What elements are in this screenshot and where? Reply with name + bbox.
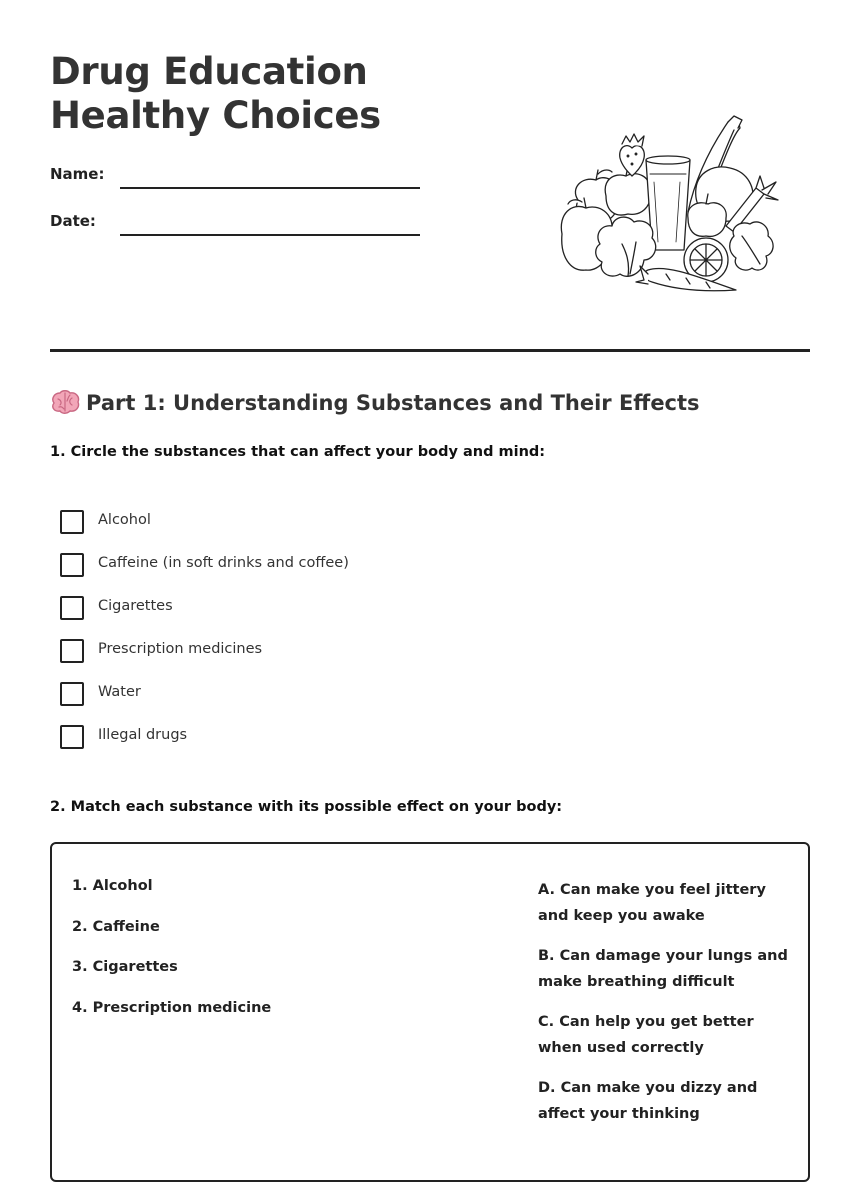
list-item: D. Can make you dizzy and affect your thinking [538,1080,758,1122]
list-item [60,639,349,682]
brain-icon [50,389,80,415]
list-item: 4. Prescription medicine [72,999,272,1016]
date-field[interactable] [120,234,420,236]
list-item: 3. Cigarettes [72,959,178,975]
substance-checklist [60,510,349,768]
list-item: 1. Alcohol [72,878,153,894]
part1-heading [50,389,700,415]
list-item: C. Can help you get better when used correctly [538,1014,754,1056]
effect-list [538,878,794,1142]
checkbox-prescription-medicines[interactable] [60,639,84,663]
option-label: Alcohol [98,512,151,528]
list-item [60,725,349,768]
option-label: Illegal drugs [98,727,188,743]
name-field[interactable] [120,187,420,189]
checkbox-cigarettes[interactable] [60,596,84,620]
list-item: B. Can damage your lungs and make breathing difficult [538,948,788,990]
list-item [60,553,349,596]
substance-list [72,878,271,1040]
option-label: Caffeine (in soft drinks and coffee) [98,555,349,571]
checkbox-illegal-drugs[interactable] [60,725,84,749]
list-item [60,682,349,725]
worksheet-title: Drug Education Healthy Choices [50,50,381,137]
matching-exercise-box [50,842,810,1182]
checkbox-alcohol[interactable] [60,510,84,534]
checkbox-water[interactable] [60,682,84,706]
list-item [60,510,349,553]
question-1: 1. Circle the substances that can affect your body and mind: [50,444,546,460]
option-label: Prescription medicines [98,641,263,657]
part1-heading-text: Part 1: Understanding Substances and Their Effects [86,391,700,415]
option-label: Water [98,684,141,700]
date-label: Date: [50,212,96,230]
section-divider [50,349,810,352]
name-label: Name: [50,165,105,183]
checkbox-caffeine[interactable] [60,553,84,577]
question-2: 2. Match each substance with its possible effect on your body: [50,799,563,815]
fruit-vegetable-drink-illustration [556,114,782,298]
list-item: A. Can make you feel jittery and keep you awake [538,882,766,924]
option-label: Cigarettes [98,598,173,614]
list-item [60,596,349,639]
list-item: 2. Caffeine [72,918,160,935]
